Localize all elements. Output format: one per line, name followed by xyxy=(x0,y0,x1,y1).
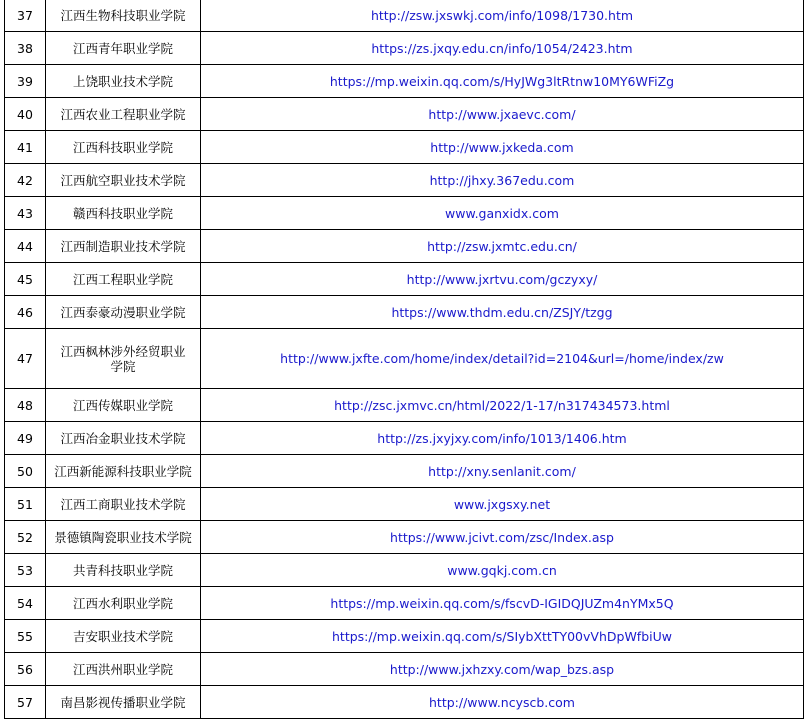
college-url-table xyxy=(4,0,804,719)
college-name-cell: 江西新能源科技职业学院 xyxy=(46,455,201,488)
college-name-cell: 江西工商职业技术学院 xyxy=(46,488,201,521)
college-name-cell: 江西洪州职业学院 xyxy=(46,653,201,686)
url-link-cell[interactable]: http://www.jxhzxy.com/wap_bzs.asp xyxy=(201,653,804,686)
table-row xyxy=(5,263,804,296)
table-row xyxy=(5,0,804,32)
row-number-cell: 57 xyxy=(5,686,46,719)
table-row xyxy=(5,32,804,65)
college-name-cell: 江西青年职业学院 xyxy=(46,32,201,65)
table-row xyxy=(5,65,804,98)
college-name-cell: 江西水利职业学院 xyxy=(46,587,201,620)
row-number-cell: 37 xyxy=(5,0,46,32)
table-row xyxy=(5,197,804,230)
college-name-cell: 江西生物科技职业学院 xyxy=(46,0,201,32)
college-name-cell: 江西农业工程职业学院 xyxy=(46,98,201,131)
table-row xyxy=(5,620,804,653)
url-link-cell[interactable]: http://www.jxaevc.com/ xyxy=(201,98,804,131)
table-row xyxy=(5,164,804,197)
row-number-cell: 51 xyxy=(5,488,46,521)
college-name-cell: 江西泰豪动漫职业学院 xyxy=(46,296,201,329)
college-name-cell: 江西传媒职业学院 xyxy=(46,389,201,422)
table-row xyxy=(5,488,804,521)
url-link-cell[interactable]: http://jhxy.367edu.com xyxy=(201,164,804,197)
table-row xyxy=(5,653,804,686)
college-name-cell: 江西枫林涉外经贸职业学院 xyxy=(46,329,201,389)
url-link-cell[interactable]: http://zsw.jxmtc.edu.cn/ xyxy=(201,230,804,263)
row-number-cell: 48 xyxy=(5,389,46,422)
url-link-cell[interactable]: www.gqkj.com.cn xyxy=(201,554,804,587)
table-row xyxy=(5,131,804,164)
row-number-cell: 46 xyxy=(5,296,46,329)
row-number-cell: 54 xyxy=(5,587,46,620)
row-number-cell: 55 xyxy=(5,620,46,653)
row-number-cell: 56 xyxy=(5,653,46,686)
college-name-cell: 江西工程职业学院 xyxy=(46,263,201,296)
table-row xyxy=(5,455,804,488)
table-row xyxy=(5,329,804,389)
row-number-cell: 43 xyxy=(5,197,46,230)
table-row xyxy=(5,554,804,587)
url-link-cell[interactable]: http://www.jxfte.com/home/index/detail?id=2104&url=/home/index/zw xyxy=(201,329,804,389)
url-link-cell[interactable]: www.ganxidx.com xyxy=(201,197,804,230)
college-name-cell: 江西冶金职业技术学院 xyxy=(46,422,201,455)
url-link-cell[interactable]: https://mp.weixin.qq.com/s/SIybXttTY00vVhDpWfbiUw xyxy=(201,620,804,653)
row-number-cell: 53 xyxy=(5,554,46,587)
url-link-cell[interactable]: http://www.ncyscb.com xyxy=(201,686,804,719)
url-link-cell[interactable]: https://www.thdm.edu.cn/ZSJY/tzgg xyxy=(201,296,804,329)
college-name-cell: 江西制造职业技术学院 xyxy=(46,230,201,263)
row-number-cell: 50 xyxy=(5,455,46,488)
row-number-cell: 45 xyxy=(5,263,46,296)
url-link-cell[interactable]: http://xny.senlanit.com/ xyxy=(201,455,804,488)
url-link-cell[interactable]: http://www.jxkeda.com xyxy=(201,131,804,164)
table-row xyxy=(5,422,804,455)
college-name-cell: 江西科技职业学院 xyxy=(46,131,201,164)
url-link-cell[interactable]: http://zsc.jxmvc.cn/html/2022/1-17/n317434573.html xyxy=(201,389,804,422)
url-link-cell[interactable]: www.jxgsxy.net xyxy=(201,488,804,521)
row-number-cell: 44 xyxy=(5,230,46,263)
url-link-cell[interactable]: https://mp.weixin.qq.com/s/HyJWg3ltRtnw10MY6WFiZg xyxy=(201,65,804,98)
url-link-cell[interactable]: https://www.jcivt.com/zsc/Index.asp xyxy=(201,521,804,554)
table-row xyxy=(5,230,804,263)
college-name-cell: 上饶职业技术学院 xyxy=(46,65,201,98)
row-number-cell: 49 xyxy=(5,422,46,455)
table-row xyxy=(5,521,804,554)
url-link-cell[interactable]: https://mp.weixin.qq.com/s/fscvD-IGIDQJUZm4nYMx5Q xyxy=(201,587,804,620)
url-link-cell[interactable]: http://zsw.jxswkj.com/info/1098/1730.htm xyxy=(201,0,804,32)
table-row xyxy=(5,587,804,620)
table-body xyxy=(5,0,804,719)
row-number-cell: 41 xyxy=(5,131,46,164)
row-number-cell: 42 xyxy=(5,164,46,197)
table-row xyxy=(5,686,804,719)
table-row xyxy=(5,296,804,329)
table-row xyxy=(5,389,804,422)
row-number-cell: 52 xyxy=(5,521,46,554)
college-name-cell: 江西航空职业技术学院 xyxy=(46,164,201,197)
college-name-cell: 共青科技职业学院 xyxy=(46,554,201,587)
college-name-cell: 南昌影视传播职业学院 xyxy=(46,686,201,719)
url-link-cell[interactable]: http://www.jxrtvu.com/gczyxy/ xyxy=(201,263,804,296)
college-name-cell: 赣西科技职业学院 xyxy=(46,197,201,230)
row-number-cell: 47 xyxy=(5,329,46,389)
college-name-cell: 景德镇陶瓷职业技术学院 xyxy=(46,521,201,554)
table-row xyxy=(5,98,804,131)
url-link-cell[interactable]: http://zs.jxyjxy.com/info/1013/1406.htm xyxy=(201,422,804,455)
url-link-cell[interactable]: https://zs.jxqy.edu.cn/info/1054/2423.htm xyxy=(201,32,804,65)
row-number-cell: 40 xyxy=(5,98,46,131)
college-name-cell: 吉安职业技术学院 xyxy=(46,620,201,653)
row-number-cell: 39 xyxy=(5,65,46,98)
row-number-cell: 38 xyxy=(5,32,46,65)
